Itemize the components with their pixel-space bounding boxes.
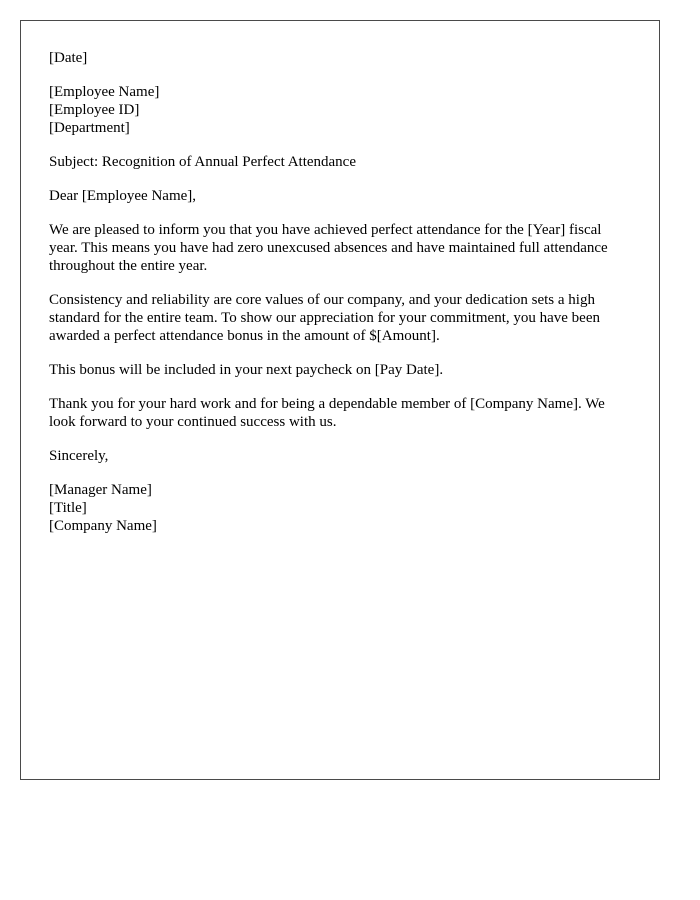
paragraph-text: This bonus will be included in your next paycheck on [Pay Date]. (49, 362, 444, 378)
signature-company-name: [Company Name] (49, 518, 157, 534)
subject-block (49, 153, 631, 171)
letter-subject: Subject: Recognition of Annual Perfect Attendance (49, 154, 357, 170)
letter-closing: Sincerely, (49, 448, 109, 464)
letter-salutation: Dear [Employee Name], (49, 188, 197, 204)
body-paragraph-2 (49, 291, 631, 345)
recipient-block (49, 83, 631, 137)
letter-date: [Date] (49, 50, 88, 66)
body-paragraph-4 (49, 395, 631, 431)
signature-title: [Title] (49, 500, 87, 516)
body-paragraph-3 (49, 361, 631, 379)
signature-manager-name: [Manager Name] (49, 482, 152, 498)
signature-block (49, 481, 631, 535)
recipient-name: [Employee Name] (49, 84, 160, 100)
closing-block (49, 447, 631, 465)
paragraph-text: We are pleased to inform you that you have achieved perfect attendance for the [Year] fiscal year. This means you have had zero unexcused absences and have maintained full attendance throughout the entire year. (49, 222, 608, 274)
date-block (49, 49, 631, 67)
salutation-block (49, 187, 631, 205)
letter-page (20, 20, 660, 780)
recipient-id: [Employee ID] (49, 102, 140, 118)
paragraph-text: Thank you for your hard work and for being a dependable member of [Company Name]. We look forward to your continued success with us. (49, 396, 605, 430)
paragraph-text: Consistency and reliability are core values of our company, and your dedication sets a high standard for the entire team. To show our appreciation for your commitment, you have been awarded a perfect attendance bonus in the amount of $[Amount]. (49, 292, 601, 344)
body-paragraph-1 (49, 221, 631, 275)
recipient-department: [Department] (49, 120, 130, 136)
